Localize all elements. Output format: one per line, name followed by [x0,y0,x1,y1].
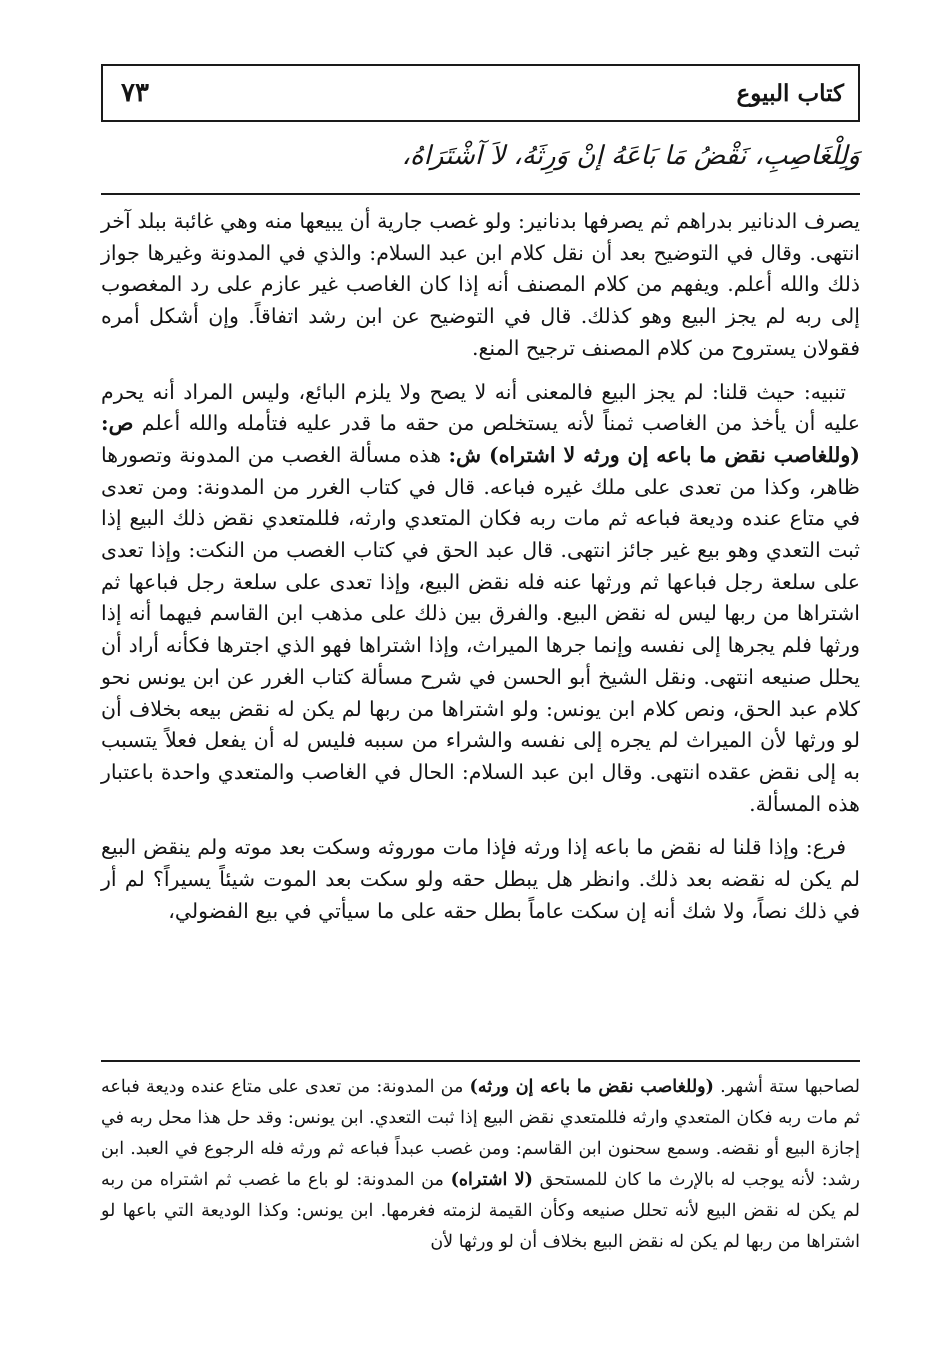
footnote-quote: (لا اشتراه) [450,1170,533,1190]
commentary-text: تنبيه: حيث قلنا: لم يجز البيع فالمعنى أنه لا يصح ولا يلزم البائع، وليس المراد أنه يحرم عليه أن يأخذ من الغاصب ثمناً لأنه يستخلص من حقه ما قدر عليه فتأمله والله أعلم [101,379,860,436]
book-title: كتاب البيوع [736,80,844,107]
commentary-paragraph [101,206,860,365]
commentary-paragraph [101,377,860,821]
footnote-text: من المدونة: لو باع ما غصب ثم اشتراه من ربه لم يكن له نقض البيع لأنه تحلل صنيعه وكأن القيمة لزمته فغرمها. ابن يونس: وكذا الوديعة التي باعها لو اشتراها من ربها لم يكن له نقض البيع بخلاف أن لو ورثها لأن [101,1170,860,1252]
footnote-quote: (وللغاصب نقض ما باعه إن ورثه) [469,1077,714,1097]
footnote-text: من المدونة: من تعدى على متاع عنده وديعة فباعه ثم مات ربه فكان المتعدي وارثه فللمتعدي نقض البيع إذا ثبت التعدي. ابن يونس: وقد حل هذا محل ربه في إجازة البيع أو نقضه. وسمع سحنون ابن القاسم: ومن غصب عبداً فباعه ثم ورثه فله الرجوع في العبد. ابن رشد: لأنه يوجب له بالإرث ما كان للمستحق [101,1077,860,1190]
commentary-paragraph [101,832,860,927]
footnote-paragraph [101,1072,860,1258]
footnote-divider [101,1060,860,1062]
commentary-text: فرع: وإذا قلنا له نقض ما باعه إذا ورثه فإذا مات موروثه وسكت بعد موته ولم ينقض البيع لم يكن له نقضه بعد ذلك. وانظر هل يبطل حقه ولو سكت بعد الموت شيئاً يسيراً؟ لم أر في ذلك نصاً، ولا شك أنه إن سكت عاماً بطل حقه على ما سيأتي في بيع الفضولي، [101,835,860,923]
running-header [101,64,860,122]
commentary-text: هذه مسألة الغصب من المدونة وتصورها ظاهر، وكذا من تعدى على ملك غيره فباعه. قال في كتاب الغرر من المدونة: ومن تعدى في متاع عنده وديعة فباعه ثم مات ربه فكان المتعدي وارثه، فللمتعدي نقض ذلك البيع إذا ثبت التعدي وهو بيع غير جائز انتهى. قال عبد الحق في كتاب الغصب من النكت: وإذا تعدى على سلعة رجل فباعها ثم ورثها عنه فله نقض البيع، وإذا تعدى على سلعة رجل فباعها ثم اشتراها من ربها ليس له نقض البيع. والفرق بين ذلك على مذهب ابن القاسم فيهما أنه إذا ورثها فلم يجرها إلى نفسه وإنما جرها الميراث، وإذا اشتراها فهو الذي اجترها فكأنه أراد أن يحلل صنيعه انتهى. ونقل الشيخ أبو الحسن في شرح مسألة كتاب الغرر عن ابن يونس نحو كلام عبد الحق، ونص كلام ابن يونس: ولو اشتراها من ربها لم يكن له نقض بيعه بخلاف أن لو ورثها لأن الميراث لم يجره إلى نفسه والشراء من سببه فليس له أن يفعل فعلاً يتسبب به إلى نقض عقده انتهى. وقال ابن عبد السلام: الحال في الغاصب والمتعدي واحدة باعتبار هذه المسألة. [101,442,860,816]
footnote [101,1072,860,1258]
page-number: ٧٣ [121,78,149,108]
commentary-text: يصرف الدنانير بدراهم ثم يصرفها بدنانير: ولو غصب جارية أن يبيعها منه وهي غائبة ببلد آخر انتهى. وقال في التوضيح بعد أن نقل كلام ابن عبد السلام: والذي في المدونة وغيرها جواز ذلك والله أعلم. ويفهم من كلام المصنف أنه إذا كان الغاصب غير عازم على رد المغصوب إلى ربه لم يجز البيع وهو كذلك. قال في التوضيح عن ابن رشد اتفاقاً. وإن أشكل أمره فقولان يستروح من كلام المصنف ترجيح المنع. [101,209,860,360]
matn-divider [101,193,860,195]
footnote-text: لصاحبها ستة أشهر. [720,1077,860,1097]
matn-text: وَلِلْغَاصِبِ، نَقْضُ مَا بَاعَهُ إنْ وَرِثَهُ، لاَ آشْتَرَاهُ، [401,141,860,171]
commentary [101,206,860,927]
quoted-matn: ص: (وللغاصب نقض ما باعه إن ورثه لا اشتراه) ش: [101,411,860,467]
